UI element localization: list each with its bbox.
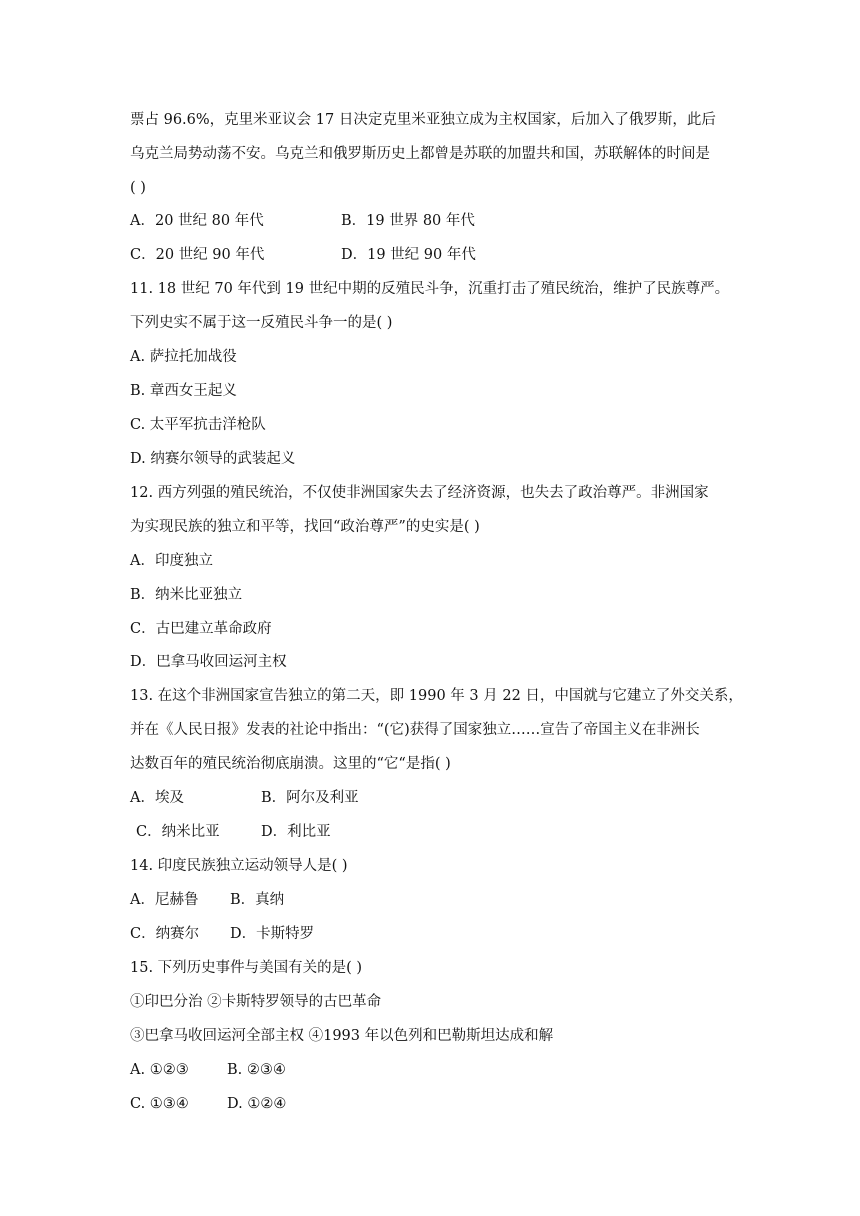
q12-text-line1: 12. 西方列强的殖民统治，不仅使非洲国家失去了经济资源，也失去了政治尊严。非洲国家 <box>130 485 709 501</box>
q11-option-b: B. 章西女王起义 <box>130 383 237 399</box>
q15-text-line1: 15. 下列历史事件与美国有关的是( ) <box>130 960 363 976</box>
q12-text-line2: 为实现民族的独立和平等，找回“政治尊严”的史实是( ) <box>130 519 480 535</box>
q11-option-d: D. 纳赛尔领导的武装起义 <box>130 451 296 467</box>
q10-text-line3: ( ) <box>130 180 146 196</box>
q11-option-c: C. 太平军抗击洋枪队 <box>130 417 266 433</box>
q13-option-a: A．埃及 <box>130 790 184 806</box>
q13-text-line2: 并在《人民日报》发表的社论中指出：“(它)获得了国家独立……宣告了帝国主义在非洲长 <box>130 722 700 738</box>
q10-option-a: A．20 世纪 80 年代 <box>130 213 264 229</box>
q12-option-b: B．纳米比亚独立 <box>130 587 243 603</box>
q13-option-c: C．纳米比亚 <box>136 824 220 840</box>
q15-option-a: A. ①②③ <box>130 1062 189 1078</box>
q14-option-b: B．真纳 <box>230 892 285 908</box>
q10-text-line2: 乌克兰局势动荡不安。乌克兰和俄罗斯历史上都曾是苏联的加盟共和国，苏联解体的时间是 <box>130 146 710 162</box>
q14-text-line1: 14. 印度民族独立运动领导人是( ) <box>130 858 348 874</box>
q11-text-line1: 11. 18 世纪 70 年代到 19 世纪中期的反殖民斗争，沉重打击了殖民统治，维护了民族尊严。 <box>130 281 730 297</box>
q10-option-c: C．20 世纪 90 年代 <box>130 247 265 263</box>
q14-option-a: A．尼赫鲁 <box>130 892 199 908</box>
q13-text-line1: 13. 在这个非洲国家宣告独立的第二天，即 1990 年 3 月 22 日，中国就与它建立了外交关系， <box>130 688 743 704</box>
q15-text-line2: ①印巴分治 ②卡斯特罗领导的古巴革命 <box>130 994 382 1010</box>
q14-option-d: D．卡斯特罗 <box>230 926 315 942</box>
q10-text-line1: 票占 96.6%，克里米亚议会 17 日决定克里米亚独立成为主权国家，后加入了俄罗斯，此后 <box>130 112 716 128</box>
q12-option-c: C．古巴建立革命政府 <box>130 621 272 637</box>
q15-text-line3: ③巴拿马收回运河全部主权 ④1993 年以色列和巴勒斯坦达成和解 <box>130 1028 554 1044</box>
q14-option-c: C．纳赛尔 <box>130 926 200 942</box>
q12-option-d: D．巴拿马收回运河主权 <box>130 654 287 670</box>
q12-option-a: A．印度独立 <box>130 553 213 569</box>
q10-option-b: B．19 世界 80 年代 <box>341 213 475 229</box>
q13-option-b: B．阿尔及利亚 <box>261 790 359 806</box>
q11-option-a: A. 萨拉托加战役 <box>130 349 237 365</box>
q13-option-d: D．利比亚 <box>261 824 331 840</box>
q15-option-c: C. ①③④ <box>130 1096 189 1112</box>
q10-option-d: D．19 世纪 90 年代 <box>341 247 476 263</box>
q15-option-b: B. ②③④ <box>227 1062 286 1078</box>
q15-option-d: D. ①②④ <box>227 1096 287 1112</box>
q13-text-line3: 达数百年的殖民统治彻底崩溃。这里的“它“是指( ) <box>130 756 451 772</box>
q11-text-line2: 下列史实不属于这一反殖民斗争一的是( ) <box>130 315 393 331</box>
